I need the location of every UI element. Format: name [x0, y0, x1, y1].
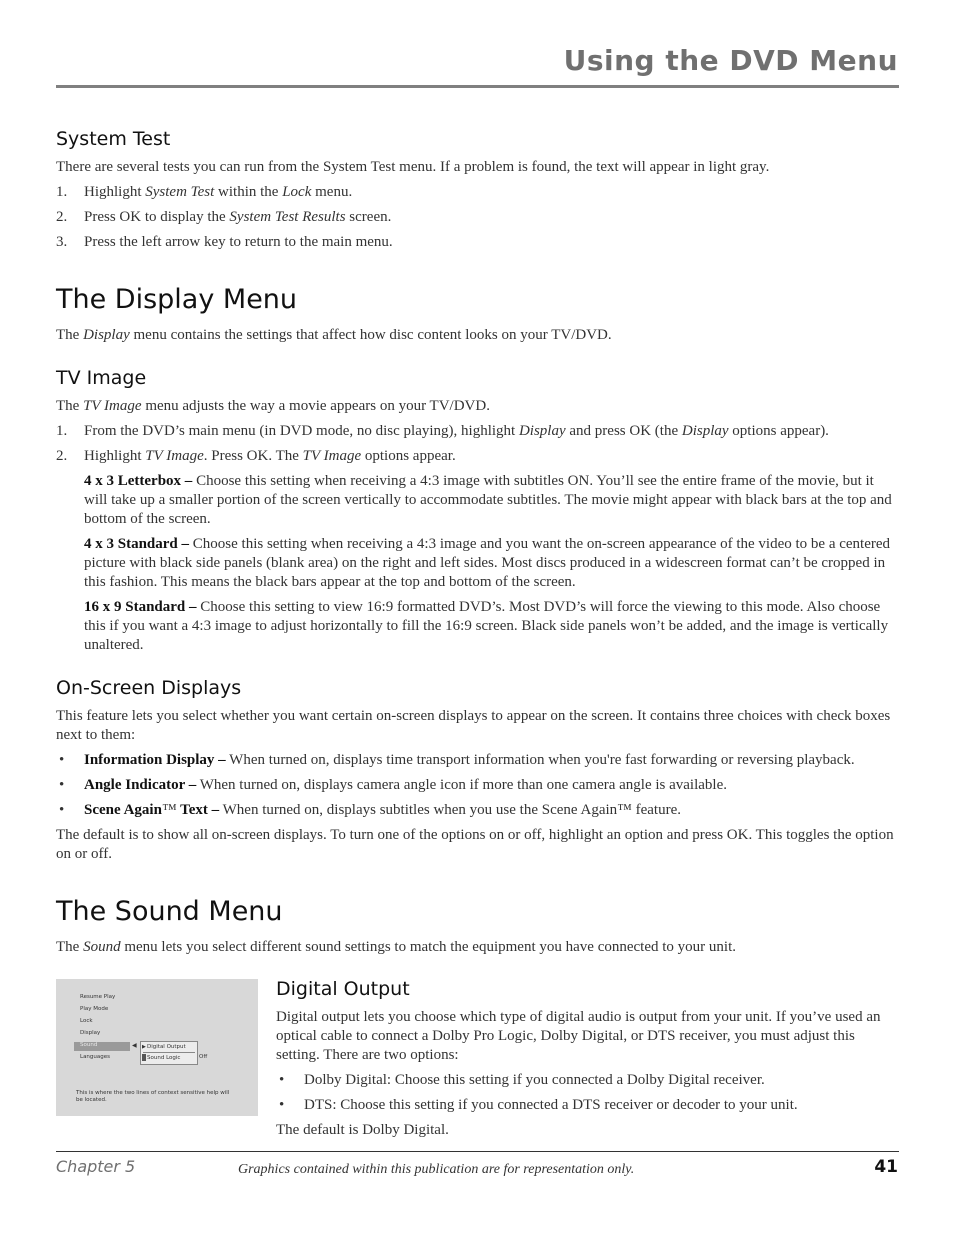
item-text: When turned on, displays camera angle icon if more than one camera angle is available.: [196, 777, 727, 793]
tv-image-steps: [56, 422, 899, 466]
italic-text: Display: [83, 327, 130, 343]
list-item: [56, 183, 899, 202]
list-item: [56, 801, 899, 820]
bullet-icon: •: [59, 802, 65, 818]
sound-logic-value: Off: [199, 1054, 208, 1060]
menu-item-sound: Sound: [80, 1042, 98, 1048]
option-text: Choose this setting when receiving a 4:3 image and you want the on-screen appearance of the video to be a centered picture with black side panels (blank area) on the right and left sides. Most discs produced in a widescreen format can’t be cropped in this fashion. This means the black bars appear at the top and bottom of the screen.: [84, 536, 891, 590]
list-item: [56, 776, 899, 795]
digital-output-outro: The default is Dolby Digital.: [276, 1122, 449, 1138]
checkbox-icon: [142, 1054, 146, 1061]
step-number: 2.: [56, 448, 68, 464]
text: and press OK (the: [565, 423, 682, 439]
italic-text: TV Image: [302, 448, 362, 464]
system-test-heading: System Test: [56, 128, 171, 150]
digital-output-heading: Digital Output: [276, 978, 410, 1000]
digital-output-intro: Digital output lets you choose which type of digital audio is output from your unit. If you’ve used an optical cable to connect a Dolby Pro Logic, Dolby Digital, or DTS receiver, you must adjust this setting. There are two options:: [276, 1009, 881, 1063]
italic-text: Lock: [282, 184, 312, 200]
tv-image-heading: TV Image: [56, 367, 147, 389]
digital-output-section: [276, 976, 899, 1146]
footer-note: Graphics contained within this publication are for representation only.: [238, 1162, 635, 1177]
item-label: Information Display –: [84, 752, 226, 768]
sound-menu-intro: [56, 938, 899, 957]
text: options appear.: [361, 448, 456, 464]
system-test-intro: There are several tests you can run from the System Test menu. If a problem is found, the text will appear in light gray.: [56, 159, 770, 175]
list-item: [56, 208, 899, 227]
submenu-item-digital-output: [143, 1043, 195, 1053]
text: The: [56, 939, 84, 955]
item-text: Dolby Digital: Choose this setting if you connected a Dolby Digital receiver.: [304, 1072, 765, 1088]
sound-menu-screenshot: [56, 979, 258, 1116]
item-text: When turned on, displays subtitles when you use the Scene Again™ feature.: [219, 802, 681, 818]
menu-item-lock: Lock: [80, 1018, 93, 1024]
text: menu adjusts the way a movie appears on your TV/DVD.: [141, 398, 490, 414]
step-number: 1.: [56, 423, 68, 439]
menu-item-play-mode: Play Mode: [80, 1006, 109, 1012]
italic-text: Sound: [83, 939, 121, 955]
text: Highlight: [84, 448, 146, 464]
bullet-icon: •: [279, 1097, 285, 1113]
italic-text: TV Image: [83, 398, 142, 414]
menu-item-resume-play: Resume Play: [80, 994, 116, 1000]
step-number: 1.: [56, 184, 68, 200]
option-4x3-standard: [56, 535, 899, 592]
option-label: 4 x 3 Standard –: [84, 536, 190, 552]
option-letterbox: [56, 472, 899, 529]
system-test-steps: [56, 183, 899, 252]
submenu-item-sound-logic: [143, 1054, 195, 1063]
list-item: [276, 1071, 899, 1090]
sound-menu-heading: The Sound Menu: [56, 896, 283, 927]
page-number: 41: [874, 1157, 898, 1177]
italic-text: Display: [518, 423, 566, 439]
option-label: 16 x 9 Standard –: [84, 599, 197, 615]
italic-text: TV Image: [145, 448, 204, 464]
item-text: When turned on, displays time transport information when you're fast forwarding or reversing playback.: [225, 752, 855, 768]
step-number: 2.: [56, 209, 68, 225]
text: menu.: [311, 184, 353, 200]
sound-submenu: [140, 1041, 198, 1065]
text: Highlight: [84, 184, 146, 200]
item-text: DTS: Choose this setting if you connected a DTS receiver or decoder to your unit.: [304, 1097, 798, 1113]
menu-item-display: Display: [80, 1030, 101, 1036]
submenu-label: Digital Output: [147, 1044, 186, 1050]
text: . Press OK. The: [203, 448, 303, 464]
menu-item-languages: Languages: [80, 1054, 111, 1060]
display-menu-intro: [56, 326, 899, 345]
page-header-title: Using the DVD Menu: [563, 44, 898, 77]
digital-output-options: [276, 1071, 899, 1115]
osd-items: [56, 751, 899, 820]
text: options appear).: [728, 423, 829, 439]
bullet-icon: •: [279, 1072, 285, 1088]
left-arrow-icon: ◀: [132, 1042, 137, 1049]
item-label: Text –: [176, 802, 220, 818]
right-arrow-icon: ▶: [142, 1044, 146, 1050]
text: within the: [214, 184, 283, 200]
submenu-label: Sound Logic: [147, 1055, 181, 1061]
italic-text: Display: [681, 423, 729, 439]
text: From the DVD’s main menu (in DVD mode, no disc playing), highlight: [84, 423, 519, 439]
main-content: [56, 126, 899, 963]
option-text: Choose this setting to view 16:9 formatted DVD’s. Most DVD’s will force the viewing to this mode. Also choose this if you want a 4:3 image to adjust horizontally to fill the 16:9 screen. Black side panels won’t be added, and the image is vertically unaltered.: [84, 599, 889, 653]
list-item: [56, 233, 899, 252]
bullet-icon: •: [59, 752, 65, 768]
list-item: [276, 1096, 899, 1115]
header-rule: [56, 85, 899, 88]
tv-image-intro: [56, 397, 899, 416]
option-text: Choose this setting when receiving a 4:3 image with subtitles ON. You’ll see the entire frame of the movie, but it will take up a smaller portion of the screen vertically to accommodate subtitles. The movie might appear with black bars at the top and bottom of the screen.: [84, 473, 892, 527]
option-16x9-standard: [56, 598, 899, 655]
display-menu-heading: The Display Menu: [56, 284, 298, 315]
trademark-symbol: ™: [161, 802, 177, 818]
osd-outro: The default is to show all on-screen displays. To turn one of the options on or off, highlight an option and press OK. This toggles the option on or off.: [56, 827, 894, 862]
list-item: [56, 422, 899, 441]
help-text: This is where the two lines of context sensitive help will be located.: [76, 1090, 230, 1103]
text: menu contains the settings that affect how disc content looks on your TV/DVD.: [129, 327, 612, 343]
italic-text: System Test: [145, 184, 215, 200]
list-item: [56, 751, 899, 770]
list-item: [56, 447, 899, 466]
item-label: Scene Again: [84, 802, 162, 818]
text: screen.: [345, 209, 392, 225]
osd-heading: On-Screen Displays: [56, 677, 242, 699]
italic-text: System Test Results: [229, 209, 346, 225]
text: Press the left arrow key to return to the main menu.: [84, 234, 393, 250]
osd-intro: This feature lets you select whether you want certain on-screen displays to appear on the screen. It contains three choices with check boxes next to them:: [56, 708, 891, 743]
step-number: 3.: [56, 234, 68, 250]
footer-chapter: Chapter 5: [56, 1157, 136, 1176]
footer-rule: [56, 1151, 899, 1152]
text: Press OK to display the: [84, 209, 230, 225]
item-label: Angle Indicator –: [84, 777, 197, 793]
text: The: [56, 398, 84, 414]
text: The: [56, 327, 84, 343]
option-label: 4 x 3 Letterbox –: [84, 473, 193, 489]
text: menu lets you select different sound settings to match the equipment you have connected to your unit.: [120, 939, 736, 955]
bullet-icon: •: [59, 777, 65, 793]
